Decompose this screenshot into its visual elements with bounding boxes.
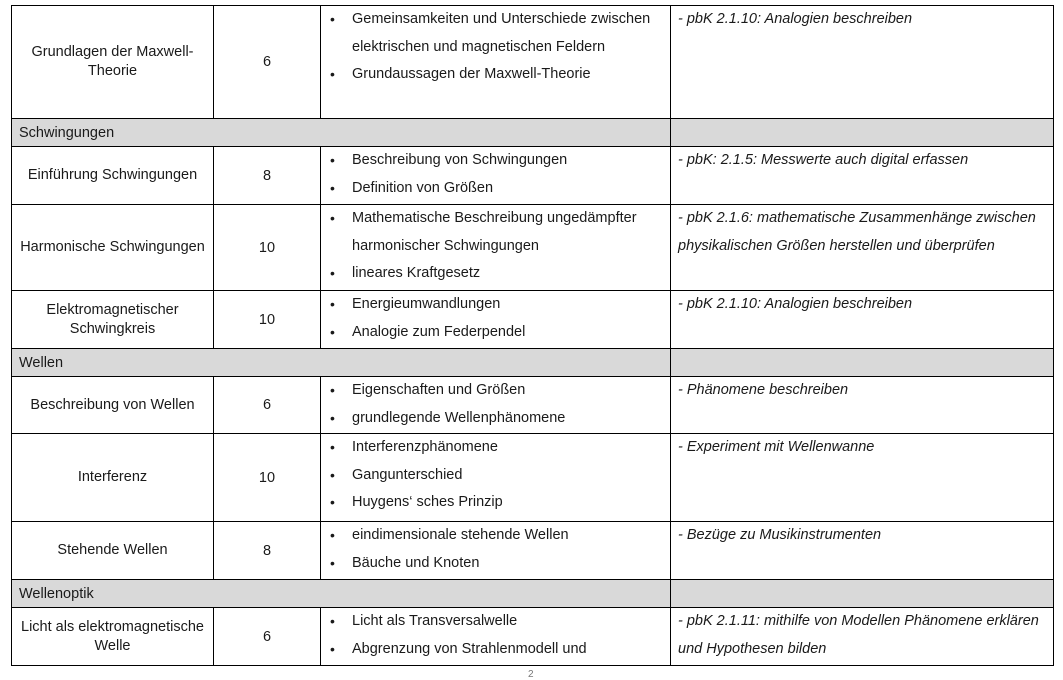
content-text: Mathematische Beschreibung ungedämpfter harmonischer Schwingungen xyxy=(352,210,637,254)
hours-cell: 6 xyxy=(214,608,321,666)
bullet-icon: • xyxy=(330,296,335,312)
content-list xyxy=(321,522,666,577)
bullet-icon: • xyxy=(330,640,335,657)
content-text: Energieumwandlungen xyxy=(352,296,501,312)
content-list-item xyxy=(321,550,666,578)
bullet-icon: • xyxy=(330,265,335,282)
table-row xyxy=(12,434,1054,522)
content-text: lineares Kraftgesetz xyxy=(352,265,481,282)
section-header-row xyxy=(12,119,1054,147)
topic-cell: Stehende Wellen xyxy=(12,522,214,580)
content-text: Eigenschaften und Größen xyxy=(352,382,526,398)
content-list xyxy=(321,291,666,346)
content-list-item xyxy=(321,489,666,517)
bullet-icon: • xyxy=(330,494,335,511)
content-list-item xyxy=(321,260,666,288)
content-list-item xyxy=(321,434,666,462)
bullet-icon: • xyxy=(330,179,335,196)
section-header-row xyxy=(12,580,1054,608)
bullet-icon: • xyxy=(330,323,335,340)
topic-cell: Grundlagen der Maxwell-Theorie xyxy=(12,6,214,119)
topic-cell: Interferenz xyxy=(12,434,214,522)
content-list-item xyxy=(321,319,666,347)
competence-cell: - pbK: 2.1.5: Messwerte auch digital erfassen xyxy=(671,147,1054,205)
table-row xyxy=(12,6,1054,119)
content-text: Gemeinsamkeiten und Unterschiede zwischen elektrischen und magnetischen Feldern xyxy=(352,11,651,55)
content-list xyxy=(321,434,666,517)
bullet-icon: • xyxy=(330,382,335,398)
content-cell xyxy=(321,434,671,522)
content-text: Licht als Transversalwelle xyxy=(352,613,518,629)
competence-cell: - pbK 2.1.11: mithilfe von Modellen Phänomene erklären und Hypothesen bilden xyxy=(671,608,1054,666)
hours-cell: 6 xyxy=(214,377,321,434)
hours-cell: 6 xyxy=(214,6,321,119)
table-row xyxy=(12,608,1054,666)
content-list xyxy=(321,608,666,663)
bullet-icon: • xyxy=(330,210,335,226)
bullet-icon: • xyxy=(330,439,335,455)
curriculum-table xyxy=(11,5,1054,666)
section-empty-cell xyxy=(671,119,1054,147)
content-list-item xyxy=(321,462,666,490)
content-cell xyxy=(321,291,671,349)
topic-cell: Beschreibung von Wellen xyxy=(12,377,214,434)
topic-cell: Elektromagnetischer Schwingkreis xyxy=(12,291,214,349)
competence-cell: - Bezüge zu Musikinstrumenten xyxy=(671,522,1054,580)
content-list-item xyxy=(321,147,666,175)
content-list-item xyxy=(321,636,666,664)
content-text: Interferenzphänomene xyxy=(352,439,498,455)
topic-cell: Harmonische Schwingungen xyxy=(12,205,214,291)
table-row xyxy=(12,377,1054,434)
section-title: Wellen xyxy=(12,349,671,377)
content-cell xyxy=(321,608,671,666)
hours-cell: 8 xyxy=(214,522,321,580)
content-list xyxy=(321,377,666,432)
hours-cell: 10 xyxy=(214,291,321,349)
content-list-item xyxy=(321,205,666,260)
content-list-item xyxy=(321,6,666,61)
content-list-item xyxy=(321,608,666,636)
content-text: Bäuche und Knoten xyxy=(352,554,480,571)
content-text: Analogie zum Federpendel xyxy=(352,323,526,340)
competence-cell: - pbK 2.1.10: Analogien beschreiben xyxy=(671,291,1054,349)
section-title: Schwingungen xyxy=(12,119,671,147)
hours-cell: 10 xyxy=(214,434,321,522)
bullet-icon: • xyxy=(330,466,335,483)
content-cell xyxy=(321,205,671,291)
bullet-icon: • xyxy=(330,11,335,27)
content-list-item xyxy=(321,61,666,89)
bullet-icon: • xyxy=(330,66,335,83)
content-list xyxy=(321,6,666,89)
content-text: Gangunterschied xyxy=(352,466,463,483)
hours-cell: 10 xyxy=(214,205,321,291)
table-row xyxy=(12,147,1054,205)
section-header-row xyxy=(12,349,1054,377)
competence-cell: - pbK 2.1.6: mathematische Zusammenhänge zwischen physikalischen Größen herstellen und überprüfen xyxy=(671,205,1054,291)
topic-cell: Einführung Schwingungen xyxy=(12,147,214,205)
competence-cell: - pbK 2.1.10: Analogien beschreiben xyxy=(671,6,1054,119)
content-list xyxy=(321,147,666,202)
content-list-item xyxy=(321,522,666,550)
hours-cell: 8 xyxy=(214,147,321,205)
bullet-icon: • xyxy=(330,409,335,426)
content-list-item xyxy=(321,175,666,203)
page-number: 2 xyxy=(528,669,534,680)
bullet-icon: • xyxy=(330,613,335,629)
content-list-item xyxy=(321,405,666,433)
content-text: Beschreibung von Schwingungen xyxy=(352,152,568,168)
content-cell xyxy=(321,522,671,580)
bullet-icon: • xyxy=(330,554,335,571)
table-row xyxy=(12,205,1054,291)
table-row xyxy=(12,522,1054,580)
table-row xyxy=(12,291,1054,349)
content-cell xyxy=(321,147,671,205)
content-text: eindimensionale stehende Wellen xyxy=(352,527,569,543)
bullet-icon: • xyxy=(330,527,335,543)
content-cell xyxy=(321,377,671,434)
content-list-item xyxy=(321,377,666,405)
content-cell xyxy=(321,6,671,119)
section-empty-cell xyxy=(671,349,1054,377)
competence-cell: - Phänomene beschreiben xyxy=(671,377,1054,434)
content-text: Huygens‘ sches Prinzip xyxy=(352,494,503,511)
content-text: Definition von Größen xyxy=(352,179,494,196)
topic-cell: Licht als elektromagnetische Welle xyxy=(12,608,214,666)
content-list xyxy=(321,205,666,288)
content-text: Abgrenzung von Strahlenmodell und xyxy=(352,640,587,657)
content-list-item xyxy=(321,291,666,319)
section-title: Wellenoptik xyxy=(12,580,671,608)
content-text: grundlegende Wellenphänomene xyxy=(352,409,566,426)
content-text: Grundaussagen der Maxwell-Theorie xyxy=(352,66,591,83)
bullet-icon: • xyxy=(330,152,335,168)
competence-cell: - Experiment mit Wellenwanne xyxy=(671,434,1054,522)
section-empty-cell xyxy=(671,580,1054,608)
